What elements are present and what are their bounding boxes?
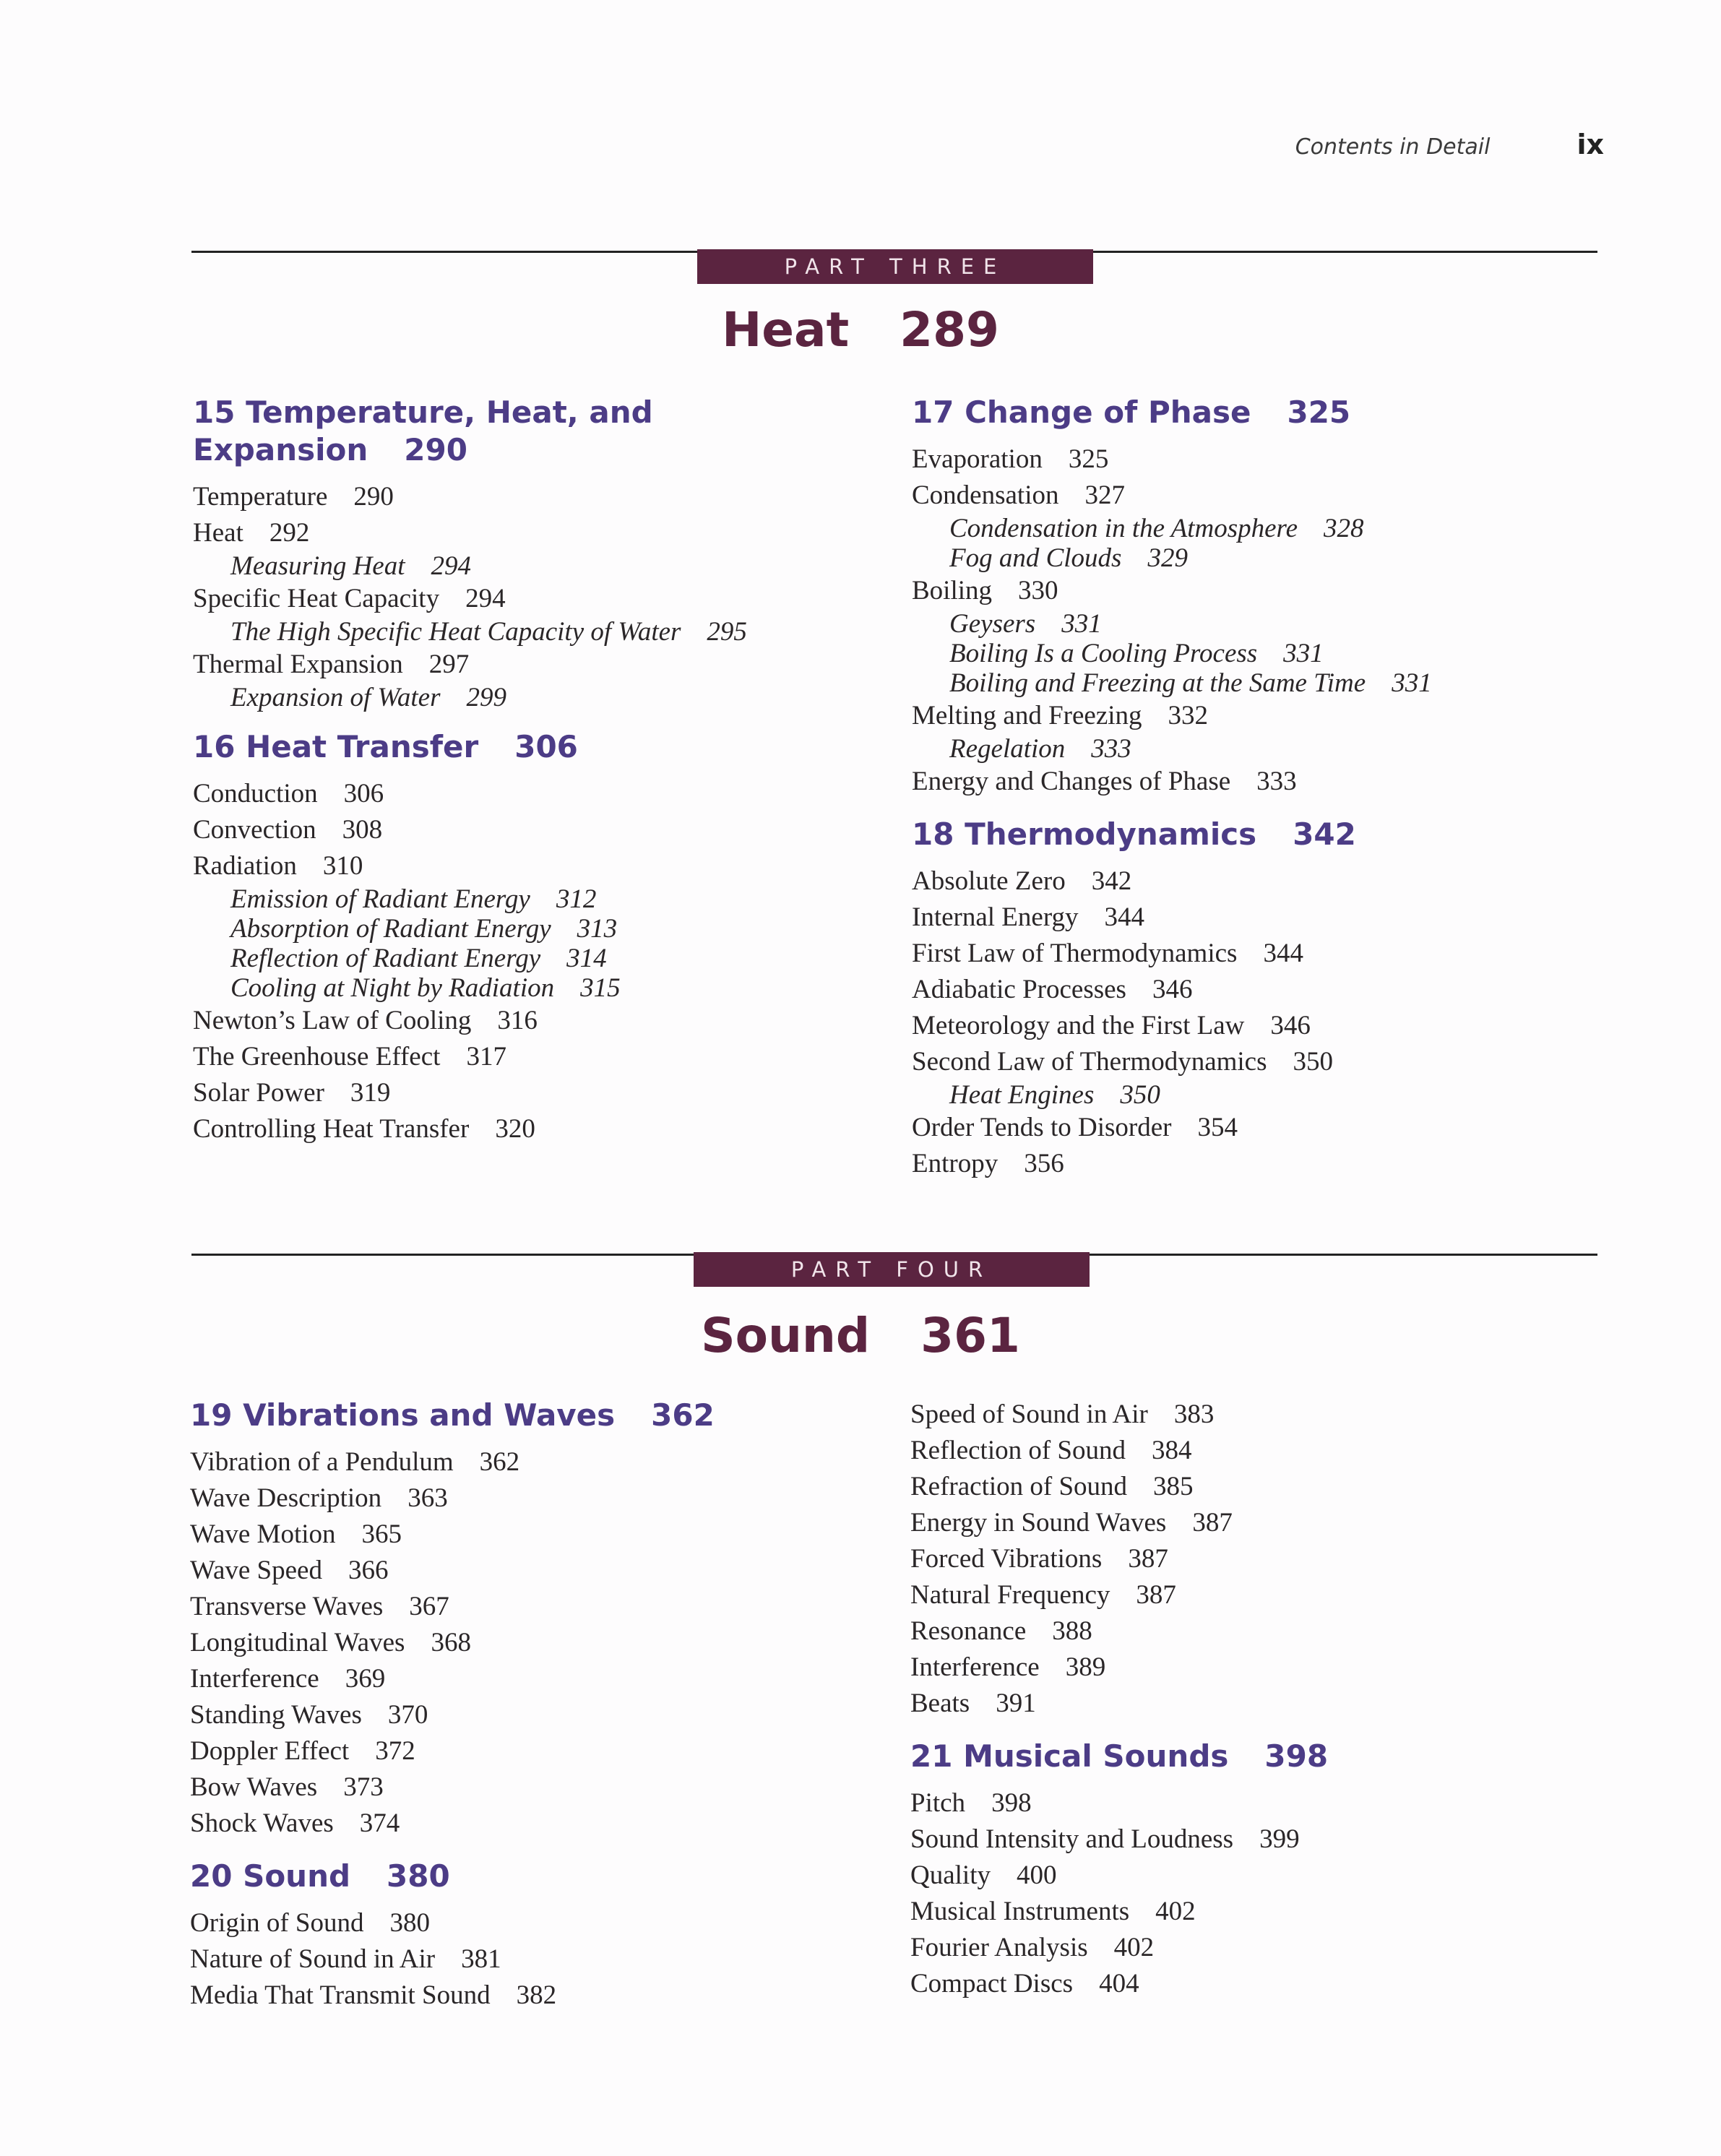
entry-page: 382	[516, 1980, 557, 2010]
toc-entry[interactable]	[193, 1111, 843, 1147]
toc-subentry[interactable]	[912, 514, 1562, 543]
entry-title: Boiling Is a Cooling Process	[949, 639, 1258, 668]
toc-entry[interactable]	[912, 936, 1562, 972]
toc-entry[interactable]	[910, 1650, 1561, 1686]
chapter-block	[910, 1738, 1561, 2002]
toc-entry[interactable]	[912, 1110, 1562, 1146]
entry-page: 317	[466, 1042, 506, 1071]
toc-entry[interactable]	[912, 698, 1562, 734]
chapter-block	[910, 1397, 1561, 1722]
chapter-heading[interactable]	[912, 394, 1562, 431]
entry-title: Vibration of a Pendulum	[190, 1447, 454, 1477]
toc-subentry[interactable]	[193, 914, 843, 944]
toc-column	[910, 1397, 1561, 2002]
entry-page: 310	[322, 851, 363, 881]
entry-page: 370	[387, 1700, 428, 1730]
entry-title: Reflection of Sound	[910, 1436, 1126, 1465]
entry-title: Compact Discs	[910, 1969, 1074, 1998]
entry-title: Solar Power	[193, 1078, 324, 1108]
toc-entry[interactable]	[190, 1697, 840, 1733]
entry-page: 344	[1104, 902, 1144, 932]
toc-entry[interactable]	[190, 1733, 840, 1769]
chapter-heading[interactable]	[193, 728, 843, 766]
chapter-title: 18 Thermodynamics	[912, 816, 1257, 852]
toc-entry[interactable]	[912, 972, 1562, 1008]
entry-page: 313	[577, 914, 618, 944]
entry-page: 381	[461, 1944, 501, 1974]
entry-page: 387	[1136, 1580, 1176, 1610]
entry-page: 350	[1120, 1080, 1160, 1110]
entry-title: Doppler Effect	[190, 1736, 350, 1766]
toc-entry[interactable]	[912, 1008, 1562, 1044]
entry-title: Quality	[910, 1860, 991, 1890]
toc-entry[interactable]	[910, 1930, 1561, 1966]
chapter-page: 342	[1293, 816, 1356, 852]
toc-entry[interactable]	[190, 1553, 840, 1589]
chapter-block	[912, 394, 1562, 800]
part-title-page: 289	[900, 302, 999, 358]
entry-page: 356	[1024, 1149, 1064, 1178]
entry-title: Fog and Clouds	[949, 543, 1122, 573]
entry-title: Boiling and Freezing at the Same Time	[949, 668, 1366, 698]
part-four-band	[191, 1252, 1597, 1290]
entry-title: Order Tends to Disorder	[912, 1113, 1172, 1142]
entry-page: 297	[428, 650, 470, 679]
entry-title: Meteorology and the First Law	[912, 1011, 1245, 1040]
entry-title: Energy and Changes of Phase	[912, 767, 1231, 796]
entry-page: 402	[1113, 1933, 1155, 1962]
entry-title: Wave Speed	[190, 1556, 322, 1585]
entry-page: 388	[1052, 1616, 1092, 1646]
entry-title: Entropy	[912, 1149, 998, 1178]
part-title-heat	[0, 302, 1721, 358]
entry-title: Standing Waves	[190, 1700, 362, 1730]
entry-page: 354	[1197, 1113, 1238, 1142]
entry-title: Heat Engines	[949, 1080, 1095, 1110]
entry-page: 306	[343, 779, 384, 808]
entry-page: 391	[996, 1689, 1036, 1718]
part-title-text: Heat	[722, 302, 850, 358]
toc-entry[interactable]	[190, 1941, 840, 1978]
entry-title: Sound Intensity and Loudness	[910, 1824, 1234, 1854]
entry-page: 369	[345, 1664, 386, 1694]
chapter-heading[interactable]	[910, 1738, 1561, 1775]
entry-title: Melting and Freezing	[912, 701, 1142, 730]
entry-page: 325	[1068, 444, 1109, 474]
page-header	[1156, 129, 1604, 160]
chapter-page: 306	[514, 729, 578, 764]
entry-title: Second Law of Thermodynamics	[912, 1047, 1267, 1077]
part-title-sound	[0, 1308, 1721, 1363]
toc-entry[interactable]	[910, 1577, 1561, 1613]
entry-page: 383	[1173, 1400, 1215, 1429]
entry-page: 350	[1293, 1047, 1333, 1077]
toc-entry[interactable]	[910, 1785, 1561, 1821]
entry-title: Speed of Sound in Air	[910, 1400, 1148, 1429]
entry-page: 308	[342, 815, 383, 845]
entry-title: Boiling	[912, 576, 993, 605]
entry-title: Condensation	[912, 480, 1059, 510]
entry-title: Thermal Expansion	[193, 650, 403, 679]
entry-title: Interference	[910, 1652, 1040, 1682]
entry-title: Conduction	[193, 779, 318, 808]
toc-entry[interactable]	[912, 1044, 1562, 1080]
entry-title: Natural Frequency	[910, 1580, 1110, 1610]
entry-title: Nature of Sound in Air	[190, 1944, 436, 1974]
page-number: ix	[1576, 129, 1604, 160]
entry-page: 368	[431, 1628, 471, 1657]
toc-entry[interactable]	[912, 1146, 1562, 1182]
entry-title: Regelation	[949, 734, 1066, 764]
chapter-title: 19 Vibrations and Waves	[190, 1397, 616, 1433]
entry-page: 290	[353, 482, 394, 512]
entry-title: Transverse Waves	[190, 1592, 384, 1621]
entry-title: Newton’s Law of Cooling	[193, 1006, 472, 1035]
chapter-page: 362	[651, 1397, 715, 1433]
toc-subentry[interactable]	[193, 884, 843, 914]
chapter-block	[193, 394, 843, 712]
entry-title: Beats	[910, 1689, 970, 1718]
toc-entry[interactable]	[190, 1661, 840, 1697]
entry-page: 402	[1155, 1897, 1196, 1926]
entry-title: Geysers	[949, 609, 1036, 639]
entry-page: 295	[707, 617, 747, 647]
chapter-block	[190, 1858, 840, 2014]
toc-subentry[interactable]	[912, 734, 1562, 764]
toc-entry[interactable]	[193, 581, 843, 617]
toc-entry[interactable]	[912, 863, 1562, 900]
toc-entry[interactable]	[910, 1469, 1561, 1505]
chapter-title: 17 Change of Phase	[912, 394, 1251, 430]
running-head: Contents in Detail	[1295, 134, 1491, 160]
toc-subentry[interactable]	[912, 668, 1562, 698]
entry-page: 294	[431, 551, 471, 581]
entry-page: 346	[1270, 1011, 1311, 1040]
entry-page: 363	[407, 1483, 448, 1513]
toc-entry[interactable]	[910, 1821, 1561, 1858]
entry-title: Resonance	[910, 1616, 1027, 1646]
toc-entry[interactable]	[910, 1858, 1561, 1894]
entry-title: Refraction of Sound	[910, 1472, 1128, 1501]
entry-title: Adiabatic Processes	[912, 975, 1126, 1004]
entry-page: 365	[361, 1519, 402, 1549]
entry-page: 374	[359, 1808, 400, 1838]
toc-entry[interactable]	[190, 1589, 840, 1625]
entry-title: Reflection of Radiant Energy	[230, 944, 541, 973]
chapter-heading[interactable]	[193, 394, 843, 469]
chapter-heading[interactable]	[190, 1858, 840, 1895]
entry-title: Absorption of Radiant Energy	[230, 914, 551, 944]
toc-entry[interactable]	[912, 900, 1562, 936]
entry-title: Musical Instruments	[910, 1897, 1130, 1926]
entry-page: 389	[1065, 1652, 1106, 1682]
entry-page: 330	[1018, 576, 1058, 605]
toc-subentry[interactable]	[193, 683, 843, 712]
toc-entry[interactable]	[193, 1075, 843, 1111]
entry-page: 398	[991, 1788, 1032, 1818]
entry-title: Temperature	[193, 482, 328, 512]
part-label: PART THREE	[697, 249, 1093, 284]
toc-entry[interactable]	[910, 1894, 1561, 1930]
toc-column	[193, 394, 843, 1147]
toc-entry[interactable]	[190, 1769, 840, 1806]
toc-subentry[interactable]	[193, 617, 843, 647]
entry-page: 331	[1061, 609, 1102, 639]
entry-title: Cooling at Night by Radiation	[230, 973, 555, 1003]
entry-page: 333	[1256, 767, 1297, 796]
entry-page: 344	[1263, 939, 1303, 968]
entry-page: 380	[389, 1908, 430, 1938]
entry-page: 384	[1152, 1436, 1192, 1465]
chapter-title: 16 Heat Transfer	[193, 729, 479, 764]
entry-title: Heat	[193, 518, 243, 548]
toc-entry[interactable]	[910, 1397, 1561, 1433]
entry-title: Specific Heat Capacity	[193, 584, 440, 613]
entry-page: 399	[1259, 1824, 1300, 1854]
toc-entry[interactable]	[910, 1505, 1561, 1541]
chapter-page: 380	[387, 1858, 450, 1894]
toc-entry[interactable]	[910, 1433, 1561, 1469]
toc-entry[interactable]	[190, 1806, 840, 1842]
toc-entry[interactable]	[910, 1613, 1561, 1650]
toc-entry[interactable]	[193, 812, 843, 848]
toc-entry[interactable]	[190, 1517, 840, 1553]
entry-title: Forced Vibrations	[910, 1544, 1103, 1574]
entry-title: Energy in Sound Waves	[910, 1508, 1167, 1538]
toc-entry[interactable]	[190, 1480, 840, 1517]
toc-subentry[interactable]	[912, 609, 1562, 639]
entry-page: 404	[1099, 1969, 1139, 1998]
toc-entry[interactable]	[190, 1978, 840, 2014]
entry-page: 320	[495, 1114, 535, 1144]
toc-entry[interactable]	[912, 478, 1562, 514]
entry-page: 329	[1147, 543, 1188, 573]
part-title-text: Sound	[701, 1308, 871, 1363]
entry-title: Condensation in the Atmosphere	[949, 514, 1298, 543]
toc-column	[190, 1397, 840, 2014]
entry-page: 387	[1192, 1508, 1233, 1538]
entry-page: 400	[1016, 1860, 1057, 1890]
entry-title: First Law of Thermodynamics	[912, 939, 1238, 968]
toc-entry[interactable]	[193, 515, 843, 551]
entry-page: 316	[497, 1006, 538, 1035]
entry-page: 319	[350, 1078, 391, 1108]
toc-subentry[interactable]	[193, 551, 843, 581]
toc-subentry[interactable]	[912, 639, 1562, 668]
entry-page: 292	[269, 518, 310, 548]
entry-page: 372	[375, 1736, 415, 1766]
toc-entry[interactable]	[193, 647, 843, 683]
entry-page: 346	[1152, 975, 1193, 1004]
chapter-title: 21 Musical Sounds	[910, 1738, 1229, 1774]
entry-page: 373	[343, 1772, 384, 1802]
chapter-heading[interactable]	[190, 1397, 840, 1434]
entry-page: 331	[1283, 639, 1324, 668]
part-title-page: 361	[920, 1308, 1020, 1363]
entry-title: Convection	[193, 815, 316, 845]
entry-page: 385	[1153, 1472, 1194, 1501]
toc-column	[912, 394, 1562, 1182]
chapter-title: 15 Temperature, Heat, and Expansion	[193, 394, 653, 467]
entry-title: Bow Waves	[190, 1772, 318, 1802]
toc-entry[interactable]	[193, 479, 843, 515]
entry-page: 387	[1128, 1544, 1168, 1574]
chapter-heading[interactable]	[912, 816, 1562, 853]
entry-title: Wave Description	[190, 1483, 382, 1513]
toc-entry[interactable]	[190, 1625, 840, 1661]
entry-title: Absolute Zero	[912, 866, 1066, 896]
toc-entry[interactable]	[193, 776, 843, 812]
chapter-block	[912, 816, 1562, 1182]
chapter-block	[193, 728, 843, 1147]
toc-entry[interactable]	[910, 1686, 1561, 1722]
toc-subentry[interactable]	[193, 973, 843, 1003]
toc-entry[interactable]	[912, 573, 1562, 609]
entry-title: Expansion of Water	[230, 683, 441, 712]
chapter-title: 20 Sound	[190, 1858, 351, 1894]
toc-subentry[interactable]	[912, 543, 1562, 573]
chapter-page: 290	[404, 432, 467, 467]
entry-title: Origin of Sound	[190, 1908, 364, 1938]
entry-title: Longitudinal Waves	[190, 1628, 405, 1657]
toc-entry[interactable]	[190, 1444, 840, 1480]
toc-entry[interactable]	[910, 1541, 1561, 1577]
entry-page: 328	[1324, 514, 1364, 543]
entry-page: 331	[1392, 668, 1432, 698]
toc-entry[interactable]	[912, 764, 1562, 800]
entry-title: Shock Waves	[190, 1808, 334, 1838]
chapter-block	[190, 1397, 840, 1842]
entry-page: 315	[580, 973, 621, 1003]
entry-title: Media That Transmit Sound	[190, 1980, 491, 2010]
toc-entry[interactable]	[190, 1905, 840, 1941]
entry-title: Measuring Heat	[230, 551, 405, 581]
entry-page: 362	[479, 1447, 520, 1477]
toc-entry[interactable]	[193, 1003, 843, 1039]
chapter-page: 325	[1287, 394, 1351, 430]
entry-page: 366	[348, 1556, 389, 1585]
entry-title: Wave Motion	[190, 1519, 336, 1549]
toc-entry[interactable]	[912, 441, 1562, 478]
part-label: PART FOUR	[694, 1252, 1090, 1287]
part-three-band	[191, 249, 1597, 287]
chapter-page: 398	[1264, 1738, 1329, 1774]
entry-title: Internal Energy	[912, 902, 1079, 932]
entry-title: The High Specific Heat Capacity of Water	[230, 617, 681, 647]
entry-page: 299	[466, 683, 507, 712]
toc-entry[interactable]	[910, 1966, 1561, 2002]
entry-page: 333	[1091, 734, 1131, 764]
entry-title: Fourier Analysis	[910, 1933, 1088, 1962]
entry-page: 367	[409, 1592, 449, 1621]
toc-subentry[interactable]	[193, 944, 843, 973]
entry-title: Emission of Radiant Energy	[230, 884, 530, 914]
entry-title: The Greenhouse Effect	[193, 1042, 441, 1071]
entry-page: 312	[556, 884, 597, 914]
toc-subentry[interactable]	[912, 1080, 1562, 1110]
entry-title: Radiation	[193, 851, 297, 881]
entry-page: 327	[1084, 480, 1125, 510]
entry-page: 314	[566, 944, 607, 973]
entry-title: Interference	[190, 1664, 319, 1694]
entry-page: 342	[1091, 866, 1132, 896]
entry-title: Pitch	[910, 1788, 966, 1818]
toc-entry[interactable]	[193, 848, 843, 884]
entry-page: 332	[1168, 701, 1209, 730]
entry-title: Controlling Heat Transfer	[193, 1114, 470, 1144]
toc-entry[interactable]	[193, 1039, 843, 1075]
entry-title: Evaporation	[912, 444, 1043, 474]
entry-page: 294	[465, 584, 506, 613]
